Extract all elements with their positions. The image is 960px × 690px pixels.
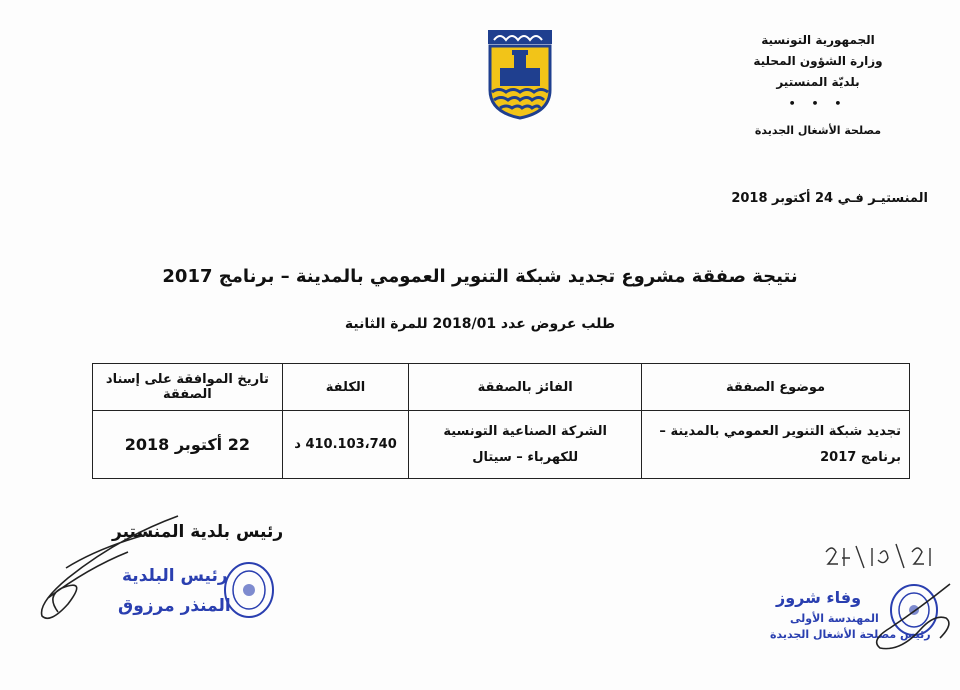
letterhead [708,30,928,141]
municipality-logo [486,28,554,120]
handwritten-date [822,540,942,580]
municipal-seal-left [222,560,276,620]
municipality-label: بلديّة المنستير [776,75,860,89]
ministry-label: وزارة الشؤون المحلية [753,54,883,68]
republic-label: الجمهورية التونسية [761,33,875,47]
document-date: المنستيـر فـي 24 أكتوبر 2018 [731,191,928,206]
mayor-title: رئيس بلدية المنستير [112,522,284,542]
results-table [92,363,910,479]
cell-cost: 410.103،740 د [282,411,409,479]
header-approval-date: تاريخ الموافقة على إسناد الصفقة [93,364,283,411]
mayor-stamp-name: المنذر مرزوق [118,596,231,616]
department-label: مصلحة الأشغال الجديدة [754,124,882,137]
table-header-row [93,364,910,411]
table-row [93,411,910,479]
engineer-signature [850,578,956,658]
mayor-stamp-title: رئيس البلدية [122,566,228,586]
header-cost: الكلفة [282,364,409,411]
separator-dots: • • • [788,97,848,110]
document-title: نتيجة صفقة مشروع تجديد شبكة التنوير العمومي بالمدينة – برنامج 2017 [162,266,798,287]
header-subject: موضوع الصفقة [642,364,910,411]
cell-approval-date: 22 أكتوبر 2018 [93,411,283,479]
cell-winner: الشركة الصناعية التونسية للكهرباء – سيتال [409,411,642,479]
document-subtitle: طلب عروض عدد 2018/01 للمرة الثانية [344,316,616,332]
engineer-title: المهندسة الأولى [790,612,879,625]
engineer-name: وفاء شروز [776,588,862,607]
cell-subject: تجديد شبكة التنوير العمومي بالمدينة – برنامج 2017 [642,411,910,479]
header-winner: الفائز بالصفقة [409,364,642,411]
engineer-department: رئيس مصلحة الأشغال الجديدة [770,628,931,641]
